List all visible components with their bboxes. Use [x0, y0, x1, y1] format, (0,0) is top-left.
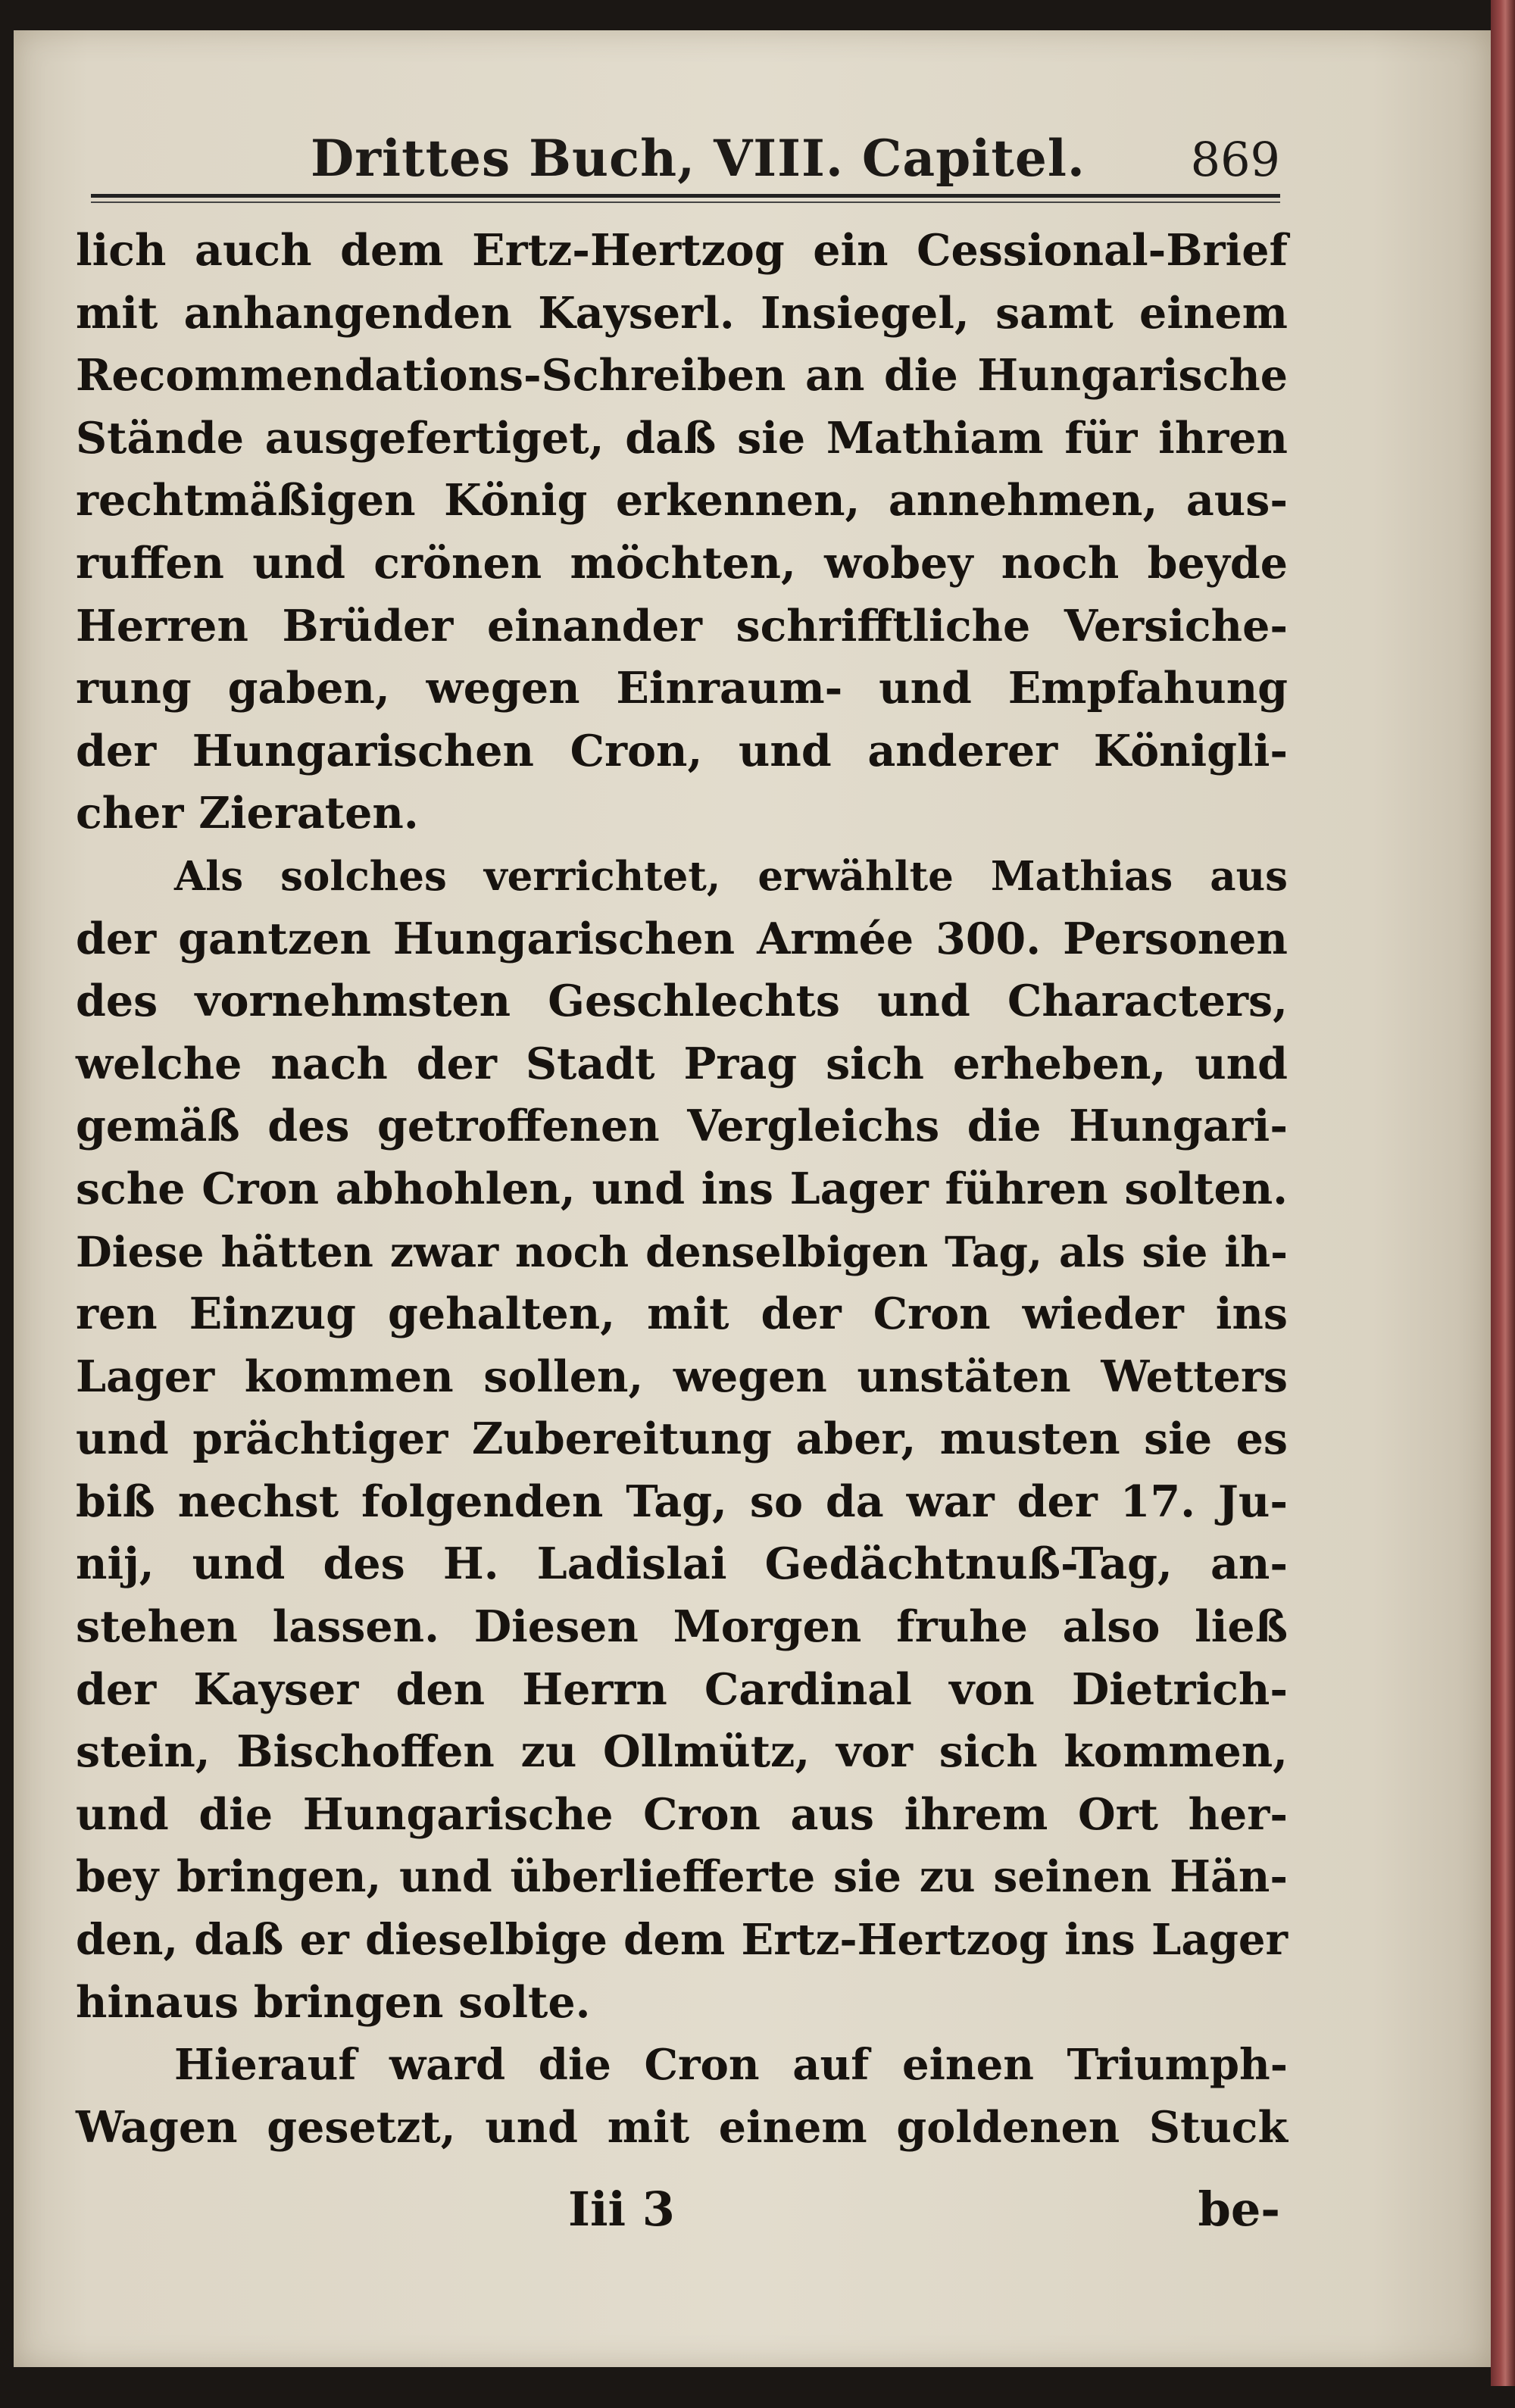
header-rule-thin	[91, 201, 1280, 203]
text-line: Als solches verrichtet, erwählte Mathias aus	[174, 852, 1288, 900]
text-line: Wagen gesetzt, und mit einem goldenen Stuck	[76, 2101, 1288, 2153]
text-line: der gantzen Hungarischen Armée 300. Personen	[76, 913, 1288, 964]
text-line: der Hungarischen Cron, und anderer Königli-	[76, 725, 1288, 776]
text-line: Herren Brüder einander schrifftliche Versiche-	[76, 600, 1288, 651]
text-line: cher Zieraten.	[76, 788, 419, 839]
text-line: den, daß er dieselbige dem Ertz-Hertzog ins Lager	[76, 1915, 1288, 1966]
text-line: der Kayser den Herrn Cardinal von Dietrich-	[76, 1663, 1288, 1715]
text-line: des vornehmsten Geschlechts und Characters,	[76, 976, 1288, 1027]
text-line: rung gaben, wegen Einraum- und Empfahung	[76, 663, 1288, 714]
text-line: stehen lassen. Diesen Morgen fruhe also ließ	[76, 1601, 1288, 1653]
text-line: bey bringen, und überliefferte sie zu seinen Hän-	[76, 1851, 1288, 1903]
text-line: ren Einzug gehalten, mit der Cron wieder ins	[76, 1288, 1288, 1340]
text-line: Hierauf ward die Cron auf einen Triumph-	[174, 2040, 1288, 2091]
text-line: ruffen und crönen möchten, wobey noch beyde	[76, 537, 1288, 589]
text-line: welche nach der Stadt Prag sich erheben, und	[76, 1038, 1288, 1089]
text-line: stein, Bischoffen zu Ollmütz, vor sich kommen,	[76, 1726, 1288, 1778]
text-line: gemäß des getroffenen Vergleichs die Hungari-	[76, 1101, 1288, 1152]
body-text	[76, 220, 1288, 2159]
page-footer	[76, 2182, 1280, 2250]
signature-mark: Iii 3	[568, 2182, 675, 2237]
text-line: Lager kommen sollen, wegen unstäten Wetters	[76, 1351, 1288, 1402]
catchword: be-	[1198, 2182, 1280, 2237]
text-line: und die Hungarische Cron aus ihrem Ort her-	[76, 1788, 1288, 1840]
book-page-edge	[1491, 0, 1515, 2386]
text-line: biß nechst folgenden Tag, so da war der 17. Ju-	[76, 1476, 1288, 1527]
running-title: Drittes Buch, VIII. Capitel.	[311, 129, 1085, 188]
text-line: nij, und des H. Ladislai Gedächtnuß-Tag, an-	[76, 1538, 1288, 1590]
text-line: Recommendations-Schreiben an die Hungarische	[76, 350, 1288, 401]
page-header	[76, 121, 1280, 205]
text-line: rechtmäßigen König erkennen, annehmen, aus-	[76, 475, 1288, 526]
header-rule	[91, 194, 1280, 198]
text-line: sche Cron abhohlen, und ins Lager führen solten.	[76, 1163, 1288, 1214]
text-line: Diese hätten zwar noch denselbigen Tag, als sie ih-	[76, 1226, 1288, 1276]
text-line: lich auch dem Ertz-Hertzog ein Cessional-Brief	[76, 225, 1288, 276]
text-line: und prächtiger Zubereitung aber, musten sie es	[76, 1413, 1288, 1465]
text-line: hinaus bringen solte.	[76, 1976, 591, 2028]
page-number: 869	[1190, 132, 1280, 187]
text-line: Stände ausgefertiget, daß sie Mathiam für ihren	[76, 412, 1288, 464]
text-line: mit anhangenden Kayserl. Insiegel, samt einem	[76, 287, 1288, 339]
